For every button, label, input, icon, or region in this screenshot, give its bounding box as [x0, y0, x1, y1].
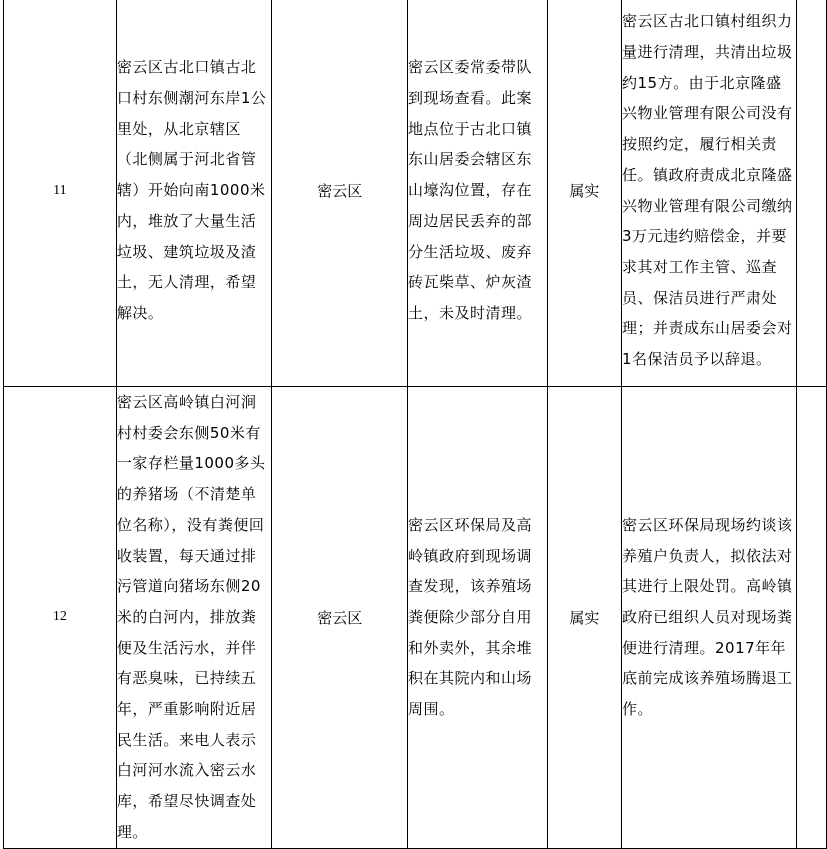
row-number: 11: [4, 0, 117, 387]
table-row: [4, 387, 827, 849]
complaint-cell: 密云区高岭镇白河涧村村委会东侧50米有一家存栏量1000多头的养猪场（不清楚单位名称），没有粪便回收装置，每天通过排污管道向猪场东侧20米的白河内，排放粪便及生活污水，并伴有恶臭味，已持续五年，严重影响附近居民生活。来电人表示白河河水流入密云水库，希望尽快调查处理。: [116, 387, 272, 849]
investigation-cell: 密云区环保局及高岭镇政府到现场调查发现，该养殖场粪便除少部分自用和外卖外，其余堆积在其院内和山场周围。: [408, 387, 548, 849]
table-row: [4, 0, 827, 387]
empty-cell: [797, 0, 827, 387]
complaint-cell: 密云区古北口镇古北口村东侧潮河东岸1公里处，从北京辖区（北侧属于河北省管辖）开始向南1000米内，堆放了大量生活垃圾、建筑垃圾及渣土，无人清理，希望解决。: [116, 0, 272, 387]
verdict-cell: 属实: [547, 387, 621, 849]
verdict-cell: 属实: [547, 0, 621, 387]
empty-cell: [797, 387, 827, 849]
report-table: [3, 0, 827, 849]
row-number: 12: [4, 387, 117, 849]
action-cell: 密云区环保局现场约谈该养殖户负责人，拟依法对其进行上限处罚。高岭镇政府已组织人员对现场粪便进行清理。2017年年底前完成该养殖场腾退工作。: [622, 387, 797, 849]
district-cell: 密云区: [272, 387, 408, 849]
action-cell: 密云区古北口镇村组织力量进行清理，共清出垃圾约15方。由于北京隆盛兴物业管理有限公司没有按照约定，履行相关责任。镇政府责成北京隆盛兴物业管理有限公司缴纳3万元违约赔偿金，并要求其对工作主管、巡查员、保洁员进行严肃处理；并责成东山居委会对1名保洁员予以辞退。: [622, 0, 797, 387]
district-cell: 密云区: [272, 0, 408, 387]
investigation-cell: 密云区委常委带队到现场查看。此案地点位于古北口镇东山居委会辖区东山壕沟位置，存在周边居民丢弃的部分生活垃圾、废弃砖瓦柴草、炉灰渣土，未及时清理。: [408, 0, 548, 387]
